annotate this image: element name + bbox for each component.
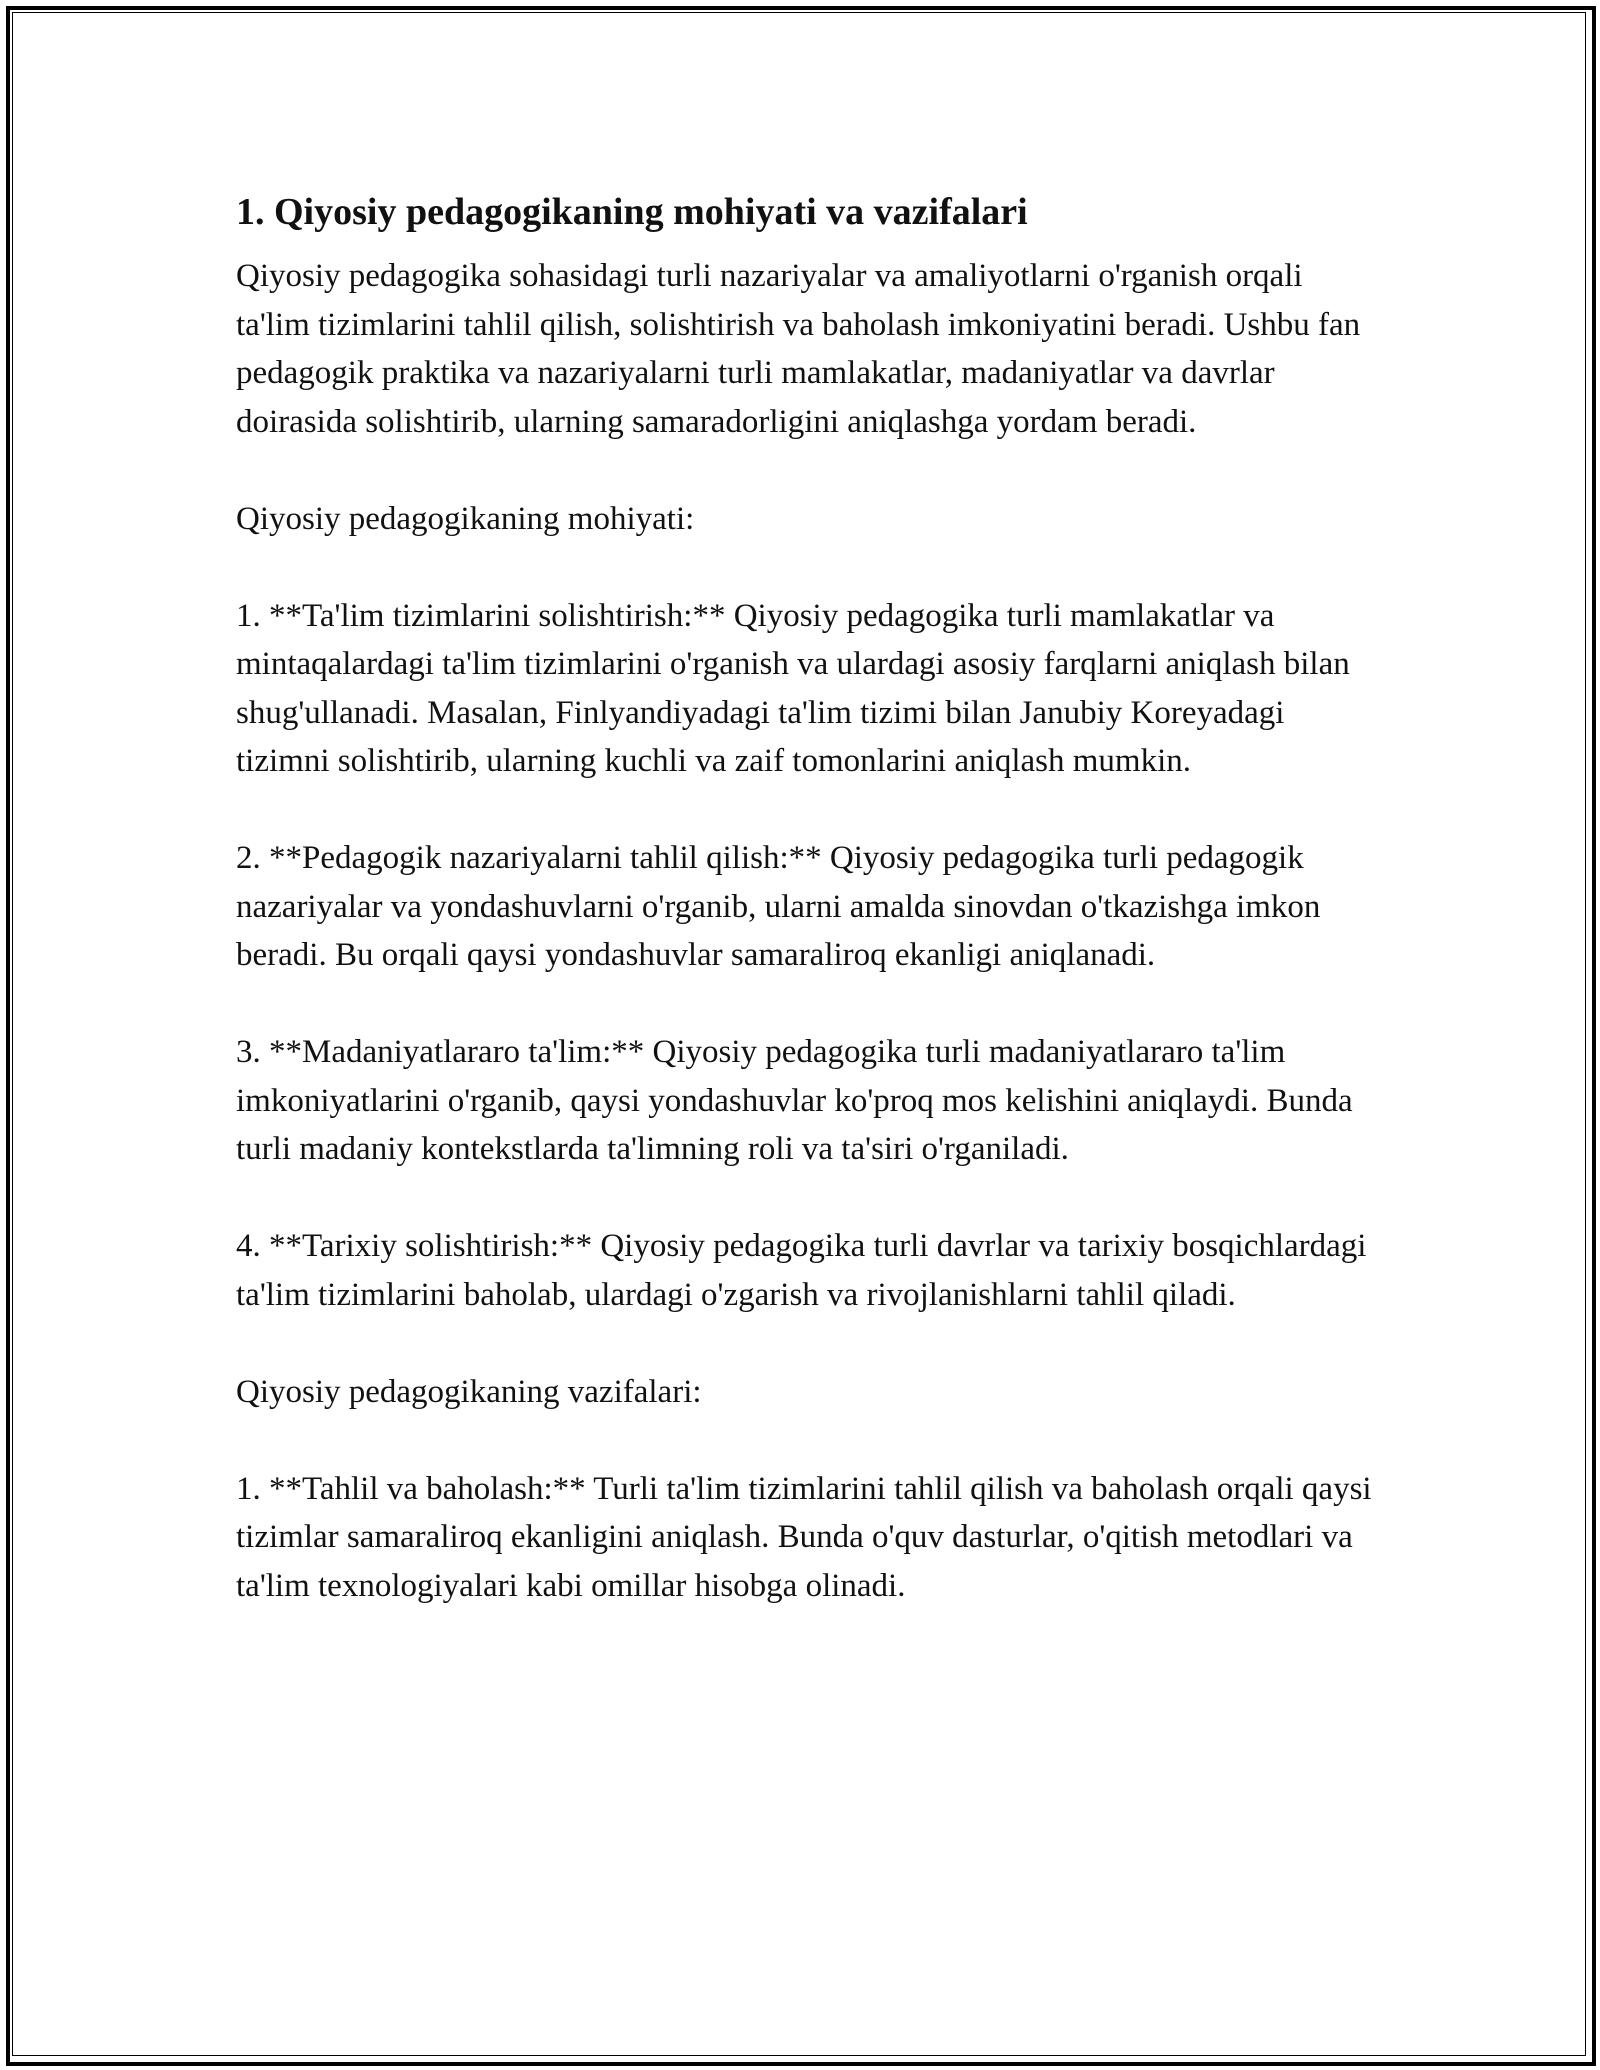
essence-subheading: Qiyosiy pedagogikaning mohiyati: bbox=[236, 500, 695, 537]
essence-item-1: 1. **Ta'lim tizimlarini solishtirish:** Qiyosiy pedagogika turli mamlakatlar va mintaqalardagi ta'lim tizimlarini o'rganish va ulardagi asosiy farqlarni aniqlash bilan shug'ullanadi. Masalan, Finlyandiyadagi ta'lim tizimi bilan Janubiy Koreyadagi tizimni solishtirib, ularning kuchli va zaif tomonlarini aniqlash mumkin. bbox=[236, 597, 1350, 779]
tasks-subheading: Qiyosiy pedagogikaning vazifalari: bbox=[236, 1373, 702, 1410]
tasks-item-1: 1. **Tahlil va baholash:** Turli ta'lim tizimlarini tahlil qilish va baholash orqali qaysi tizimlar samaraliroq ekanligini aniqlash. Bunda o'quv dasturlar, o'qitish metodlari va ta'lim texnologiyalari kabi omillar hisobga olinadi. bbox=[236, 1470, 1372, 1604]
essence-item-4: 4. **Tarixiy solishtirish:** Qiyosiy pedagogika turli davrlar va tarixiy bosqichlardagi ta'lim tizimlarini baholab, ulardagi o'zgarish va rivojlanishlarni tahlil qiladi. bbox=[236, 1228, 1367, 1313]
document-body bbox=[236, 182, 1376, 1610]
essence-item-3: 3. **Madaniyatlararo ta'lim:** Qiyosiy pedagogika turli madaniyatlararo ta'lim imkoniyatlarini o'rganib, qaysi yondashuvlar ko'proq mos kelishini aniqlaydi. Bunda turli madaniy kontekstlarda ta'limning roli va ta'siri o'rganiladi. bbox=[236, 1034, 1353, 1167]
essence-item-2: 2. **Pedagogik nazariyalarni tahlil qilish:** Qiyosiy pedagogika turli pedagogik nazariyalar va yondashuvlarni o'rganib, ularni amalda sinovdan o'tkazishga imkon beradi. Bu orqali qaysi yondashuvlar samaraliroq ekanligi aniqlanadi. bbox=[236, 840, 1321, 973]
intro-paragraph: Qiyosiy pedagogika sohasidagi turli nazariyalar va amaliyotlarni o'rganish orqali ta'lim tizimlarini tahlil qilish, solishtirish va baholash imkoniyatini beradi. Ushbu fan pedagogik praktika va nazariyalarni turli mamlakatlar, madaniyatlar va davrlar doirasida solishtirib, ularning samaradorligini aniqlashga yordam beradi. bbox=[236, 258, 1361, 440]
section-heading: 1. Qiyosiy pedagogikaning mohiyati va vazifalari bbox=[236, 191, 1028, 233]
